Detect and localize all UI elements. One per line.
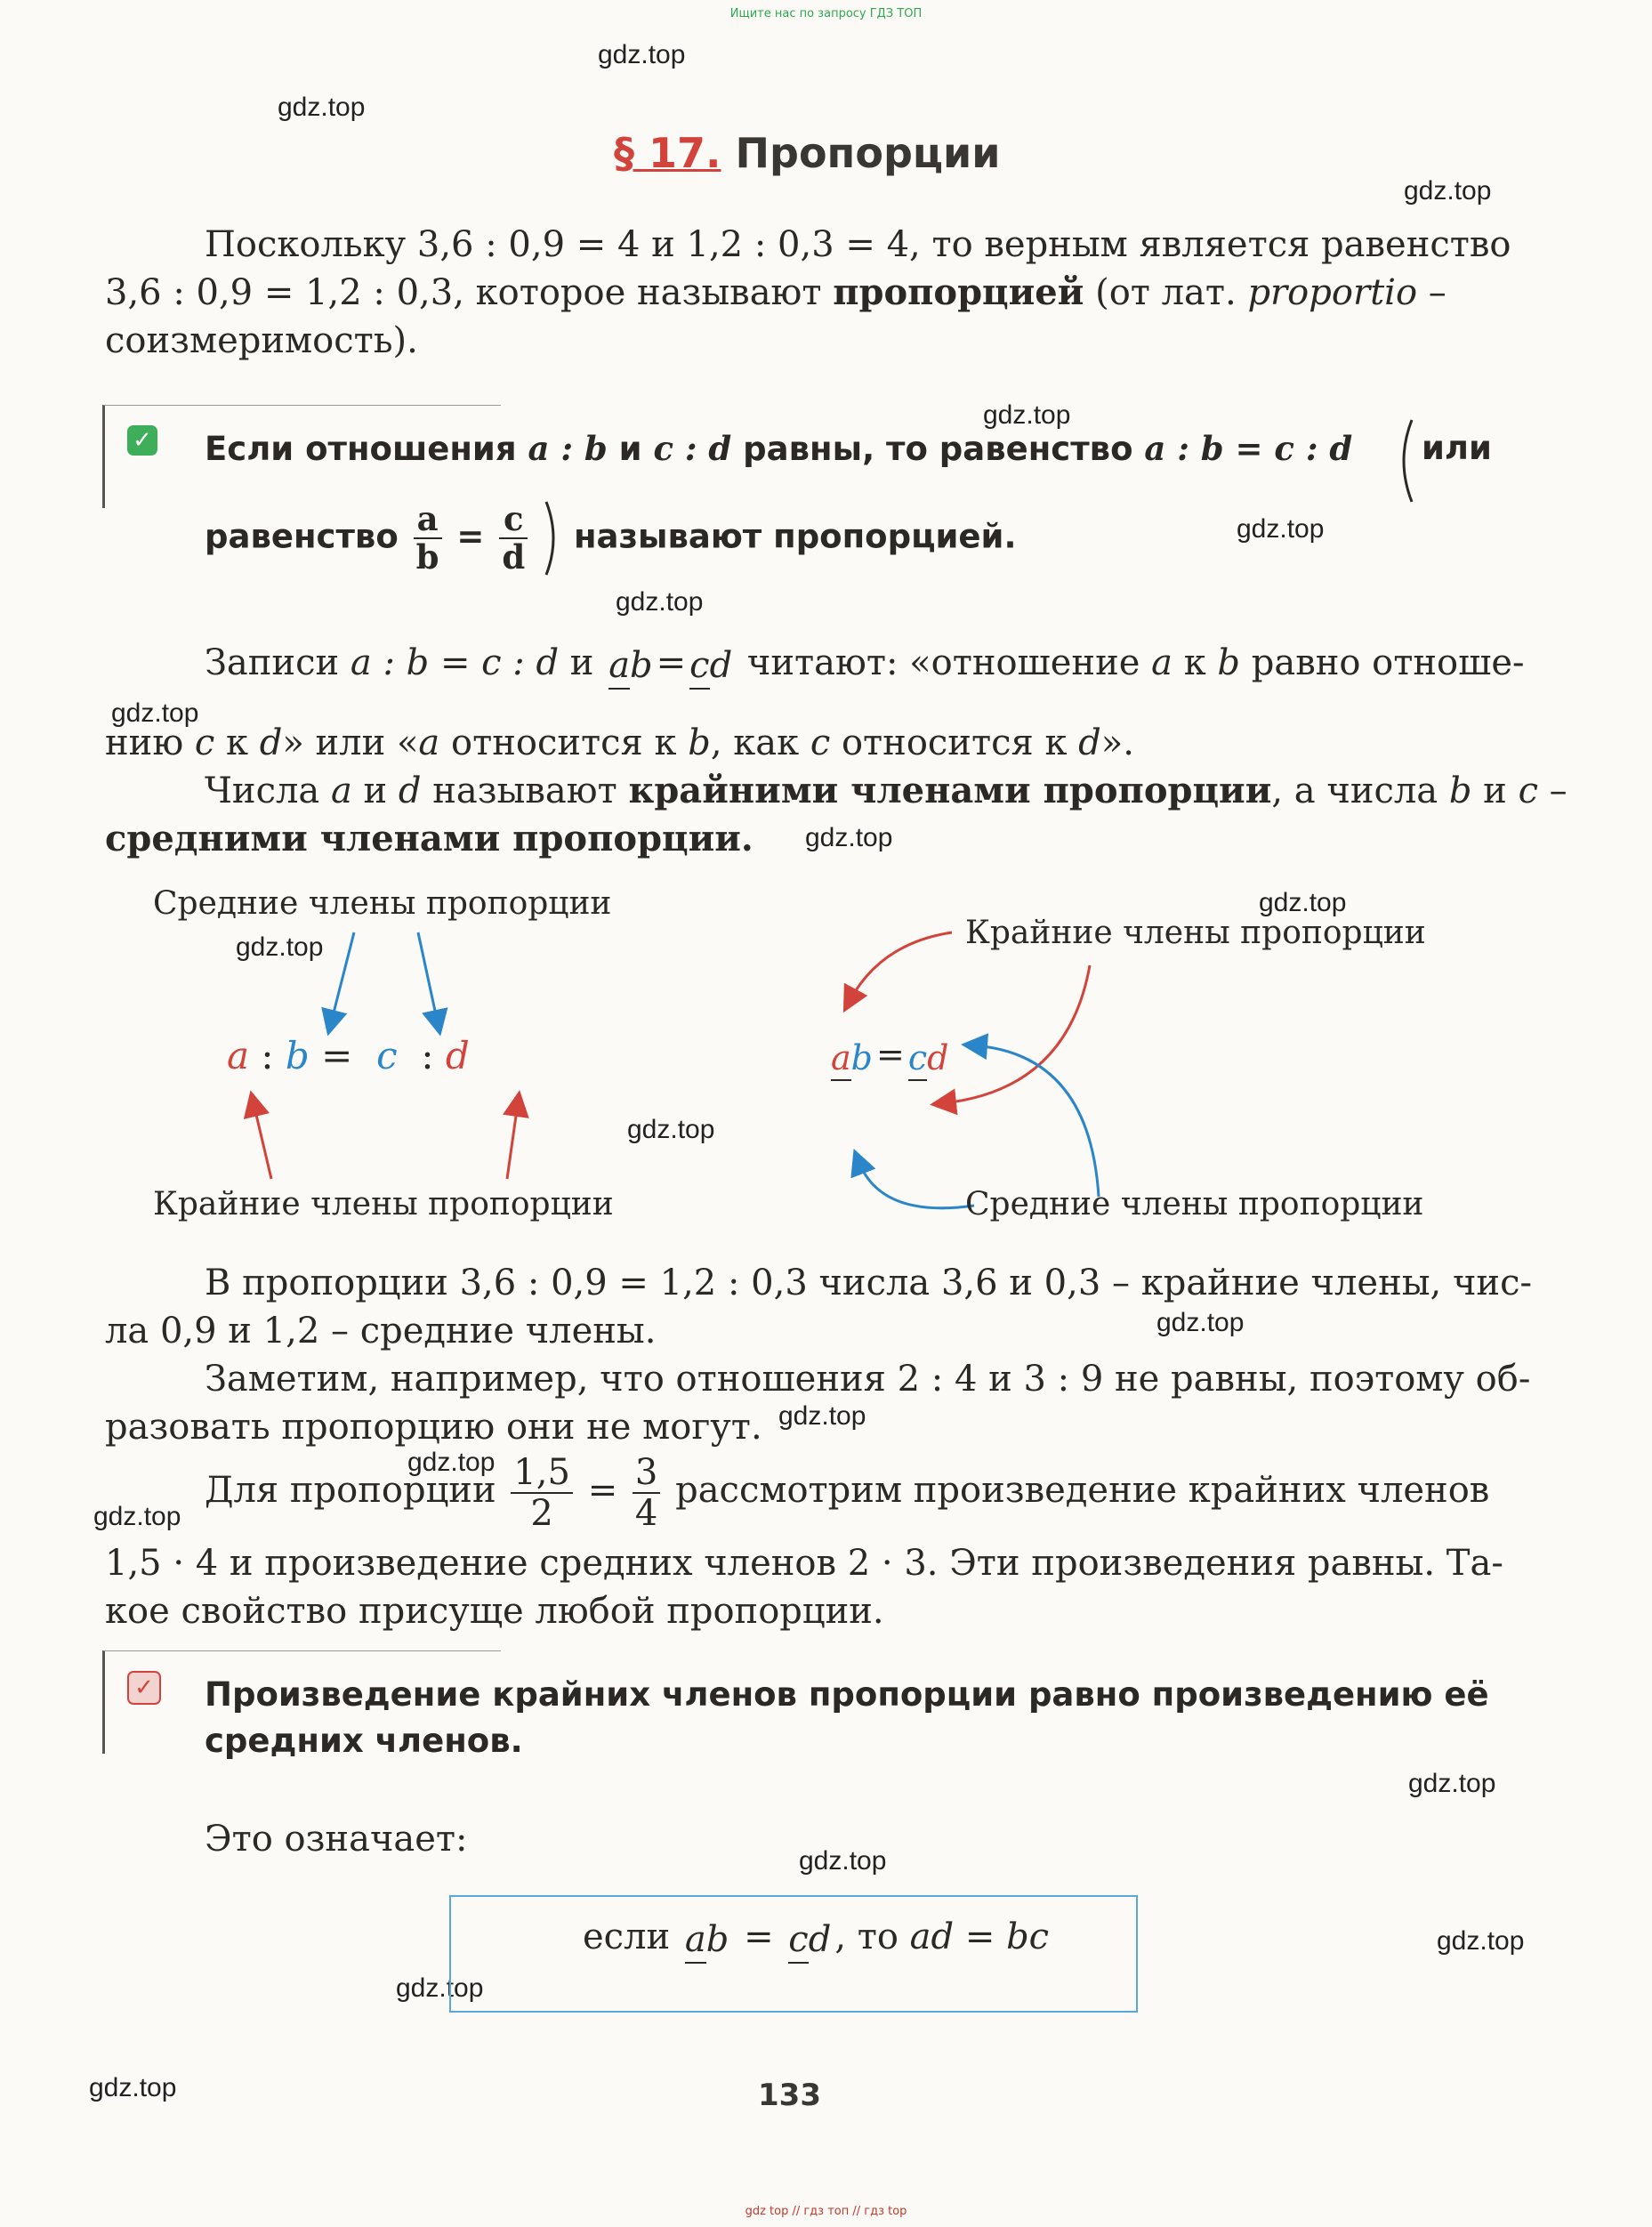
colon-proportion: a : b = c : d	[227, 1034, 470, 1077]
terms-line-2: средними членами пропорции.	[105, 818, 753, 859]
fraction-3-over-4: $\frac{3}{4}$	[633, 1455, 660, 1531]
watermark: gdz.top	[1404, 176, 1492, 206]
diagram-middle-label-right: Средние члены пропорции	[965, 1186, 1424, 1222]
diagram-extreme-label-right: Крайние члены пропорции	[965, 915, 1426, 951]
intro-line-1: Поскольку 3,6 : 0,9 = 4 и 1,2 : 0,3 = 4, то верным является равенство	[205, 224, 1511, 265]
means-text: Это означает:	[205, 1819, 468, 1860]
watermark: gdz.top	[1408, 1769, 1496, 1798]
check-icon: ✓	[127, 1671, 161, 1705]
fraction-c-d-inline: cd	[689, 648, 732, 683]
arrow-to-c	[418, 932, 438, 1023]
example-line-1: В пропорции 3,6 : 0,9 = 1,2 : 0,3 числа 3,6 и 0,3 – крайние члены, чис-	[205, 1263, 1533, 1303]
proportion-property-formula: если ab = cd , то ad = bc	[583, 1913, 1049, 1961]
watermark: gdz.top	[89, 2073, 177, 2102]
example-line-7: кое свойство присуще любой пропорции.	[105, 1591, 884, 1632]
fraction-c-d: $\frac{c}{d}$	[499, 503, 528, 574]
arrow-to-a-right	[850, 932, 952, 1001]
intro-line-3: соизмеримость).	[105, 320, 418, 361]
watermark: gdz.top	[278, 93, 366, 122]
fraction-1-5-over-2: $\frac{1,5}{2}$	[511, 1455, 573, 1531]
section-number: § 17.	[614, 129, 721, 177]
example-line-6: 1,5 · 4 и произведение средних членов 2 · 3. Эти произведения равны. Та-	[105, 1543, 1503, 1584]
watermark: gdz.top	[93, 1502, 181, 1531]
watermark: gdz.top	[627, 1115, 715, 1144]
watermark: gdz.top	[799, 1846, 887, 1876]
rule-1-line-2: равенство $\frac{a}{b}$ = $\frac{c}{d}$ называют пропорцией.	[205, 499, 1017, 577]
term-d: d	[445, 1034, 470, 1077]
watermark: gdz.top	[1156, 1308, 1245, 1337]
watermark: gdz.top	[1437, 1926, 1525, 1956]
watermark: gdz.top	[1259, 888, 1347, 917]
page-number: 133	[758, 2078, 821, 2113]
fraction-proportion: ab = cd	[827, 1030, 952, 1078]
example-line-3: Заметим, например, что отношения 2 : 4 и 3 : 9 не равны, поэтому об-	[205, 1359, 1531, 1400]
arrow-to-b	[331, 932, 354, 1023]
intro-line-2: 3,6 : 0,9 = 1,2 : 0,3, которое называют пропорцией (от лат. proportio –	[105, 271, 1447, 313]
example-line-5: Для пропорции $\frac{1,5}{2}$ = $\frac{3}{4}$ рассмотрим произведение крайних членов	[205, 1452, 1490, 1534]
section-name: Пропорции	[735, 129, 1001, 177]
rule-2-line-2: средних членов.	[205, 1722, 523, 1760]
fraction-a-b-inline: ab	[608, 648, 652, 683]
diagram-extreme-label-left: Крайние члены пропорции	[153, 1186, 614, 1222]
example-line-2: ла 0,9 и 1,2 – средние члены.	[105, 1311, 657, 1352]
watermark: gdz.top	[598, 40, 686, 69]
watermark: gdz.top	[407, 1448, 496, 1477]
term-a: a	[227, 1034, 250, 1077]
rule-2-line-1: Произведение крайних членов пропорции равно произведению её	[205, 1675, 1489, 1714]
watermark: gdz.top	[236, 932, 324, 962]
arrow-to-d	[507, 1103, 518, 1179]
fraction-a-b: $\frac{a}{b}$	[414, 503, 442, 574]
check-icon: ✓	[127, 425, 157, 456]
reading-line-2: нию c к d» или «a относится к b, как c относится к d».	[105, 722, 1134, 763]
watermark: gdz.top	[111, 698, 199, 728]
watermark: gdz.top	[983, 400, 1071, 430]
watermark: gdz.top	[1237, 514, 1325, 544]
watermark: gdz.top	[396, 1973, 484, 2003]
arrow-to-a	[254, 1103, 271, 1179]
term-b: b	[285, 1034, 310, 1077]
arrow-to-b-right	[858, 1161, 974, 1208]
rule-1-line-1: Если отношения a : b и c : d равны, то равенство a : b = c : d	[205, 429, 1353, 468]
watermark: gdz.top	[616, 587, 704, 617]
footer-note: gdz top // гдз топ // гдз top	[745, 2205, 907, 2218]
diagram-middle-label-left: Средние члены пропорции	[153, 885, 612, 922]
header-note: Ищите нас по запросу ГДЗ ТОП	[729, 7, 923, 20]
term-c: c	[376, 1034, 398, 1077]
reading-line-1: Записи a : b = c : d и ab = cd читают: «отношение a к b равно отноше-	[205, 639, 1525, 687]
watermark: gdz.top	[778, 1401, 866, 1431]
rule-1-or: или	[1422, 429, 1492, 467]
example-line-4: разовать пропорцию они не могут.	[105, 1407, 762, 1448]
terms-line-1: Числа a и d называют крайними членами пропорции, а числа b и c –	[205, 770, 1567, 811]
arrow-to-d-right	[943, 965, 1090, 1103]
watermark: gdz.top	[805, 823, 893, 852]
